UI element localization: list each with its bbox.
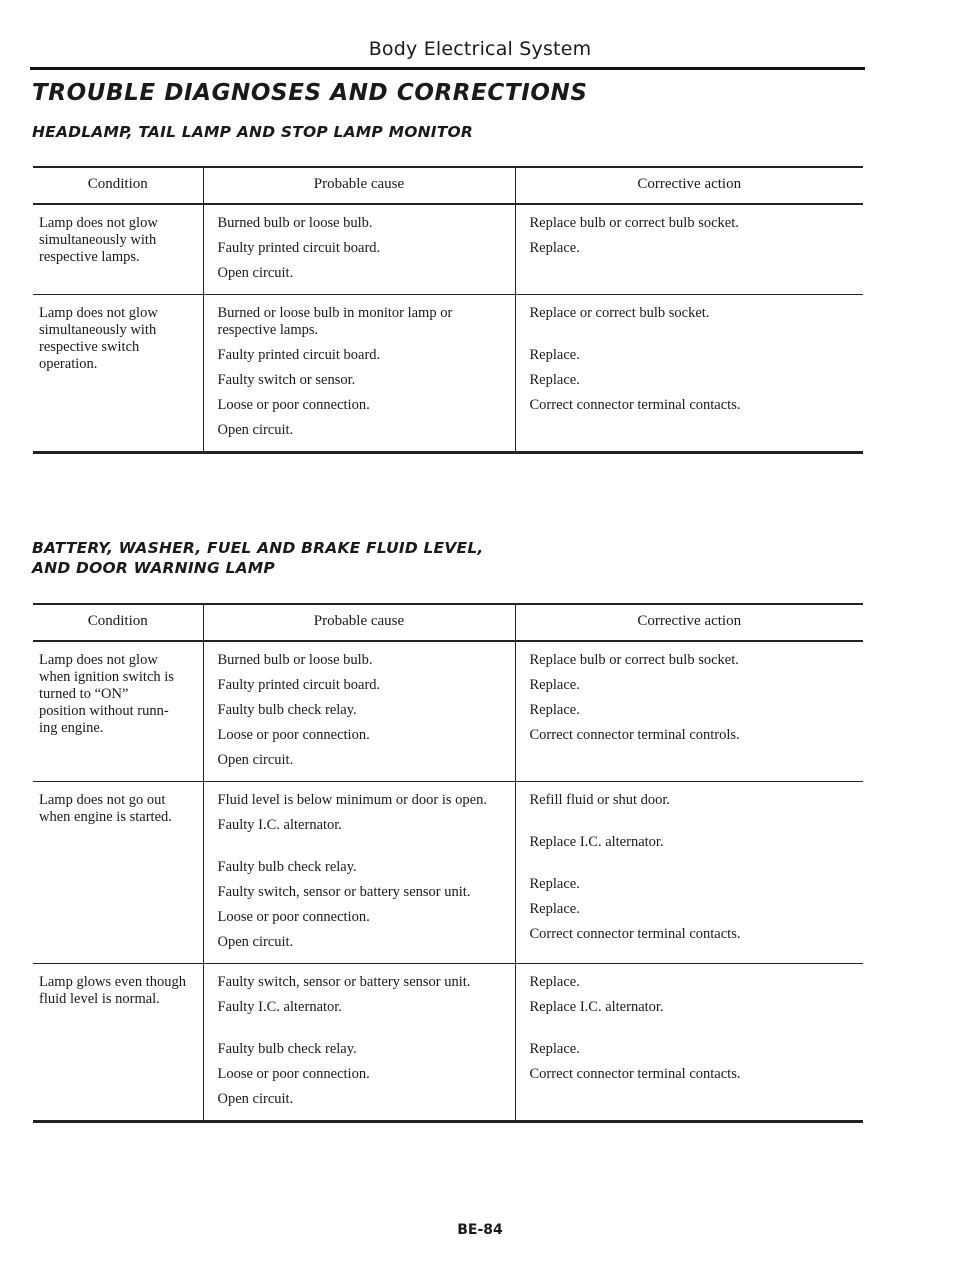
- cause-item: Open circuit.: [217, 752, 294, 768]
- cause-item: Faulty printed circuit board.: [217, 240, 381, 256]
- cause-header: Probable cause: [203, 604, 515, 641]
- cause-item: Open circuit.: [217, 265, 294, 281]
- cause-item: Burned bulb or loose bulb.: [217, 652, 373, 668]
- action-cell: [515, 964, 863, 1122]
- cause-cell: [203, 295, 515, 453]
- cause-item: Loose or poor connection.: [217, 397, 370, 413]
- diagnosis-table-monitor: [33, 166, 863, 454]
- action-item: Correct connector terminal contacts.: [529, 1066, 741, 1082]
- condition-cell: [33, 204, 203, 295]
- cause-item: Faulty I.C. alternator.: [217, 999, 342, 1015]
- cause-header: Probable cause: [203, 167, 515, 204]
- cause-item: Faulty bulb check relay.: [217, 702, 357, 718]
- table-row: [33, 964, 863, 1122]
- condition-cell: [33, 641, 203, 782]
- running-head: Body Electrical System: [368, 38, 592, 60]
- cause-item: Loose or poor connection.: [217, 1066, 370, 1082]
- condition-text: Lamp glows even though fluid level is normal.: [39, 974, 186, 1007]
- condition-header: Condition: [33, 167, 203, 204]
- section-title-warning-lamp: BATTERY, WASHER, FUEL AND BRAKE FLUID LEVEL, AND DOOR WARNING LAMP: [32, 539, 484, 577]
- cause-item: Open circuit.: [217, 1091, 294, 1107]
- action-item: Replace.: [529, 372, 580, 388]
- table-row: [33, 295, 863, 453]
- cause-item: Loose or poor connection.: [217, 727, 370, 743]
- action-header: Corrective action: [515, 167, 863, 204]
- table-row: [33, 204, 863, 295]
- condition-cell: [33, 964, 203, 1122]
- condition-text: Lamp does not glow simultaneously with respective switch operation.: [39, 305, 158, 372]
- cause-item: Loose or poor connection.: [217, 909, 370, 925]
- action-item: Refill fluid or shut door.: [529, 792, 671, 808]
- cause-item: Fluid level is below minimum or door is open.: [217, 792, 487, 808]
- action-item: Replace I.C. alternator.: [529, 999, 664, 1015]
- cause-item: Open circuit.: [217, 934, 294, 950]
- action-item: Replace.: [529, 1041, 580, 1057]
- action-item: Replace.: [529, 901, 580, 917]
- section-title-monitor: HEADLAMP, TAIL LAMP AND STOP LAMP MONITOR: [32, 123, 474, 141]
- cause-cell: [203, 782, 515, 964]
- cause-item: Faulty bulb check relay.: [217, 859, 357, 875]
- page-number: BE-84: [457, 1222, 503, 1238]
- cause-cell: [203, 641, 515, 782]
- cause-item: Burned bulb or loose bulb.: [217, 215, 373, 231]
- action-item: Replace I.C. alternator.: [529, 834, 664, 850]
- cause-item: Faulty switch, sensor or battery sensor unit.: [217, 884, 471, 900]
- action-cell: [515, 295, 863, 453]
- table-row: [33, 641, 863, 782]
- condition-header: Condition: [33, 604, 203, 641]
- condition-text: Lamp does not go out when engine is started.: [39, 792, 172, 825]
- cause-item: Open circuit.: [217, 422, 294, 438]
- condition-text: Lamp does not glow simultaneously with respective lamps.: [39, 215, 158, 265]
- action-cell: [515, 204, 863, 295]
- condition-cell: [33, 295, 203, 453]
- action-cell: [515, 782, 863, 964]
- table-header-row: [33, 167, 863, 204]
- action-item: Correct connector terminal contacts.: [529, 397, 741, 413]
- cause-item: Burned or loose bulb in monitor lamp or respective lamps.: [217, 305, 453, 338]
- cause-item: Faulty printed circuit board.: [217, 347, 381, 363]
- action-item: Replace.: [529, 876, 580, 892]
- page-title: TROUBLE DIAGNOSES AND CORRECTIONS: [32, 80, 588, 106]
- diagnosis-table-warning-lamp: [33, 603, 863, 1123]
- action-item: Replace.: [529, 347, 580, 363]
- action-item: Replace bulb or correct bulb socket.: [529, 215, 739, 231]
- action-header: Corrective action: [515, 604, 863, 641]
- action-item: Replace bulb or correct bulb socket.: [529, 652, 739, 668]
- cause-cell: [203, 964, 515, 1122]
- cause-item: Faulty switch or sensor.: [217, 372, 356, 388]
- table-row: [33, 782, 863, 964]
- cause-item: Faulty I.C. alternator.: [217, 817, 342, 833]
- action-item: Replace.: [529, 702, 580, 718]
- action-item: Replace or correct bulb socket.: [529, 305, 710, 321]
- action-cell: [515, 641, 863, 782]
- cause-item: Faulty bulb check relay.: [217, 1041, 357, 1057]
- cause-cell: [203, 204, 515, 295]
- action-item: Replace.: [529, 240, 580, 256]
- header-rule: [30, 67, 865, 70]
- action-item: Replace.: [529, 677, 580, 693]
- action-item: Correct connector terminal contacts.: [529, 926, 741, 942]
- cause-item: Faulty switch, sensor or battery sensor unit.: [217, 974, 471, 990]
- table-header-row: [33, 604, 863, 641]
- condition-text: Lamp does not glow when ignition switch is turned to “ON” position without runn- ing engine.: [39, 652, 174, 736]
- condition-cell: [33, 782, 203, 964]
- cause-item: Faulty printed circuit board.: [217, 677, 381, 693]
- action-item: Correct connector terminal controls.: [529, 727, 740, 743]
- action-item: Replace.: [529, 974, 580, 990]
